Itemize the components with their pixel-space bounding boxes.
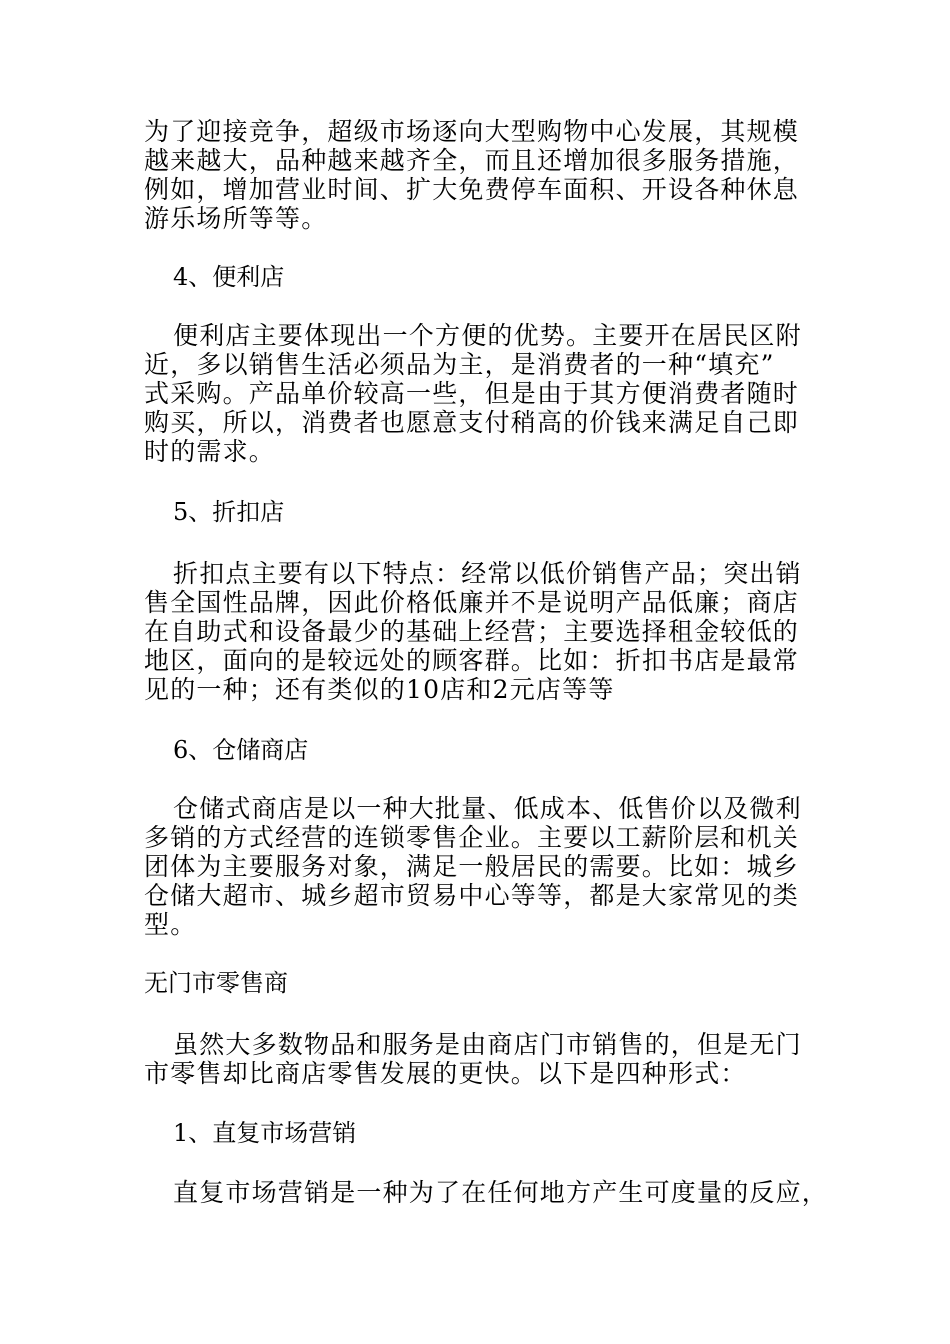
paragraph-line: 市零售却比商店零售发展的更快。以下是四种形式： xyxy=(144,1059,747,1088)
paragraph-line: 仓储大超市、城乡超市贸易中心等等，都是大家常见的类 xyxy=(144,881,800,910)
heading-warehouse-store: 6、仓储商店 xyxy=(173,736,309,764)
paragraph-direct-marketing xyxy=(144,1178,829,1207)
paragraph-line: 多销的方式经营的连锁零售企业。主要以工薪阶层和机关 xyxy=(144,823,800,852)
paragraph-line: 售全国性品牌，因此价格低廉并不是说明产品低廉；商店 xyxy=(144,588,800,617)
heading-discount-store-wrap xyxy=(144,498,808,527)
heading-convenience-store: 4、便利店 xyxy=(173,263,285,291)
paragraph-discount-store xyxy=(144,559,808,704)
paragraph-line: 为了迎接竞争，超级市场逐向大型购物中心发展，其规模 xyxy=(144,117,800,146)
paragraph-line: 仓储式商店是以一种大批量、低成本、低售价以及微利 xyxy=(173,794,802,823)
paragraph-line: 见的一种；还有类似的10店和2元店等等 xyxy=(144,675,615,704)
paragraph-line: 虽然大多数物品和服务是由商店门市销售的，但是无门 xyxy=(173,1030,802,1059)
paragraph-supermarket-continued xyxy=(144,117,808,233)
heading-convenience-store-wrap xyxy=(144,263,808,292)
section-heading-non-store-retailers: 无门市零售商 xyxy=(144,969,288,997)
heading-discount-store: 5、折扣店 xyxy=(173,498,285,526)
heading-direct-marketing: 1、直复市场营销 xyxy=(173,1119,357,1147)
paragraph-convenience-store xyxy=(144,321,808,466)
paragraph-line: 折扣点主要有以下特点：经常以低价销售产品；突出销 xyxy=(173,559,802,588)
paragraph-line: 直复市场营销是一种为了在任何地方产生可度量的反应， xyxy=(173,1178,829,1207)
paragraph-line: 例如，增加营业时间、扩大免费停车面积、开设各种休息 xyxy=(144,175,800,204)
paragraph-line: 购买，所以，消费者也愿意支付稍高的价钱来满足自己即 xyxy=(144,408,800,437)
paragraph-line: 地区，面向的是较远处的顾客群。比如：折扣书店是最常 xyxy=(144,646,800,675)
paragraph-warehouse-store xyxy=(144,794,808,939)
paragraph-line: 型。 xyxy=(144,910,197,939)
paragraph-line: 式采购。产品单价较高一些，但是由于其方便消费者随时 xyxy=(144,379,800,408)
paragraph-line: 在自助式和设备最少的基础上经营；主要选择租金较低的 xyxy=(144,617,800,646)
paragraph-line: 近，多以销售生活必须品为主，是消费者的一种“填充” xyxy=(144,350,775,379)
paragraph-line: 团体为主要服务对象，满足一般居民的需要。比如：城乡 xyxy=(144,852,800,881)
paragraph-line: 游乐场所等等。 xyxy=(144,204,328,233)
paragraph-line: 越来越大，品种越来越齐全，而且还增加很多服务措施， xyxy=(144,146,800,175)
paragraph-non-store-intro xyxy=(144,1030,808,1088)
section-heading-wrap xyxy=(144,969,808,998)
paragraph-line: 时的需求。 xyxy=(144,437,276,466)
heading-direct-marketing-wrap xyxy=(144,1119,808,1148)
paragraph-line: 便利店主要体现出一个方便的优势。主要开在居民区附 xyxy=(173,321,802,350)
heading-warehouse-store-wrap xyxy=(144,736,808,765)
